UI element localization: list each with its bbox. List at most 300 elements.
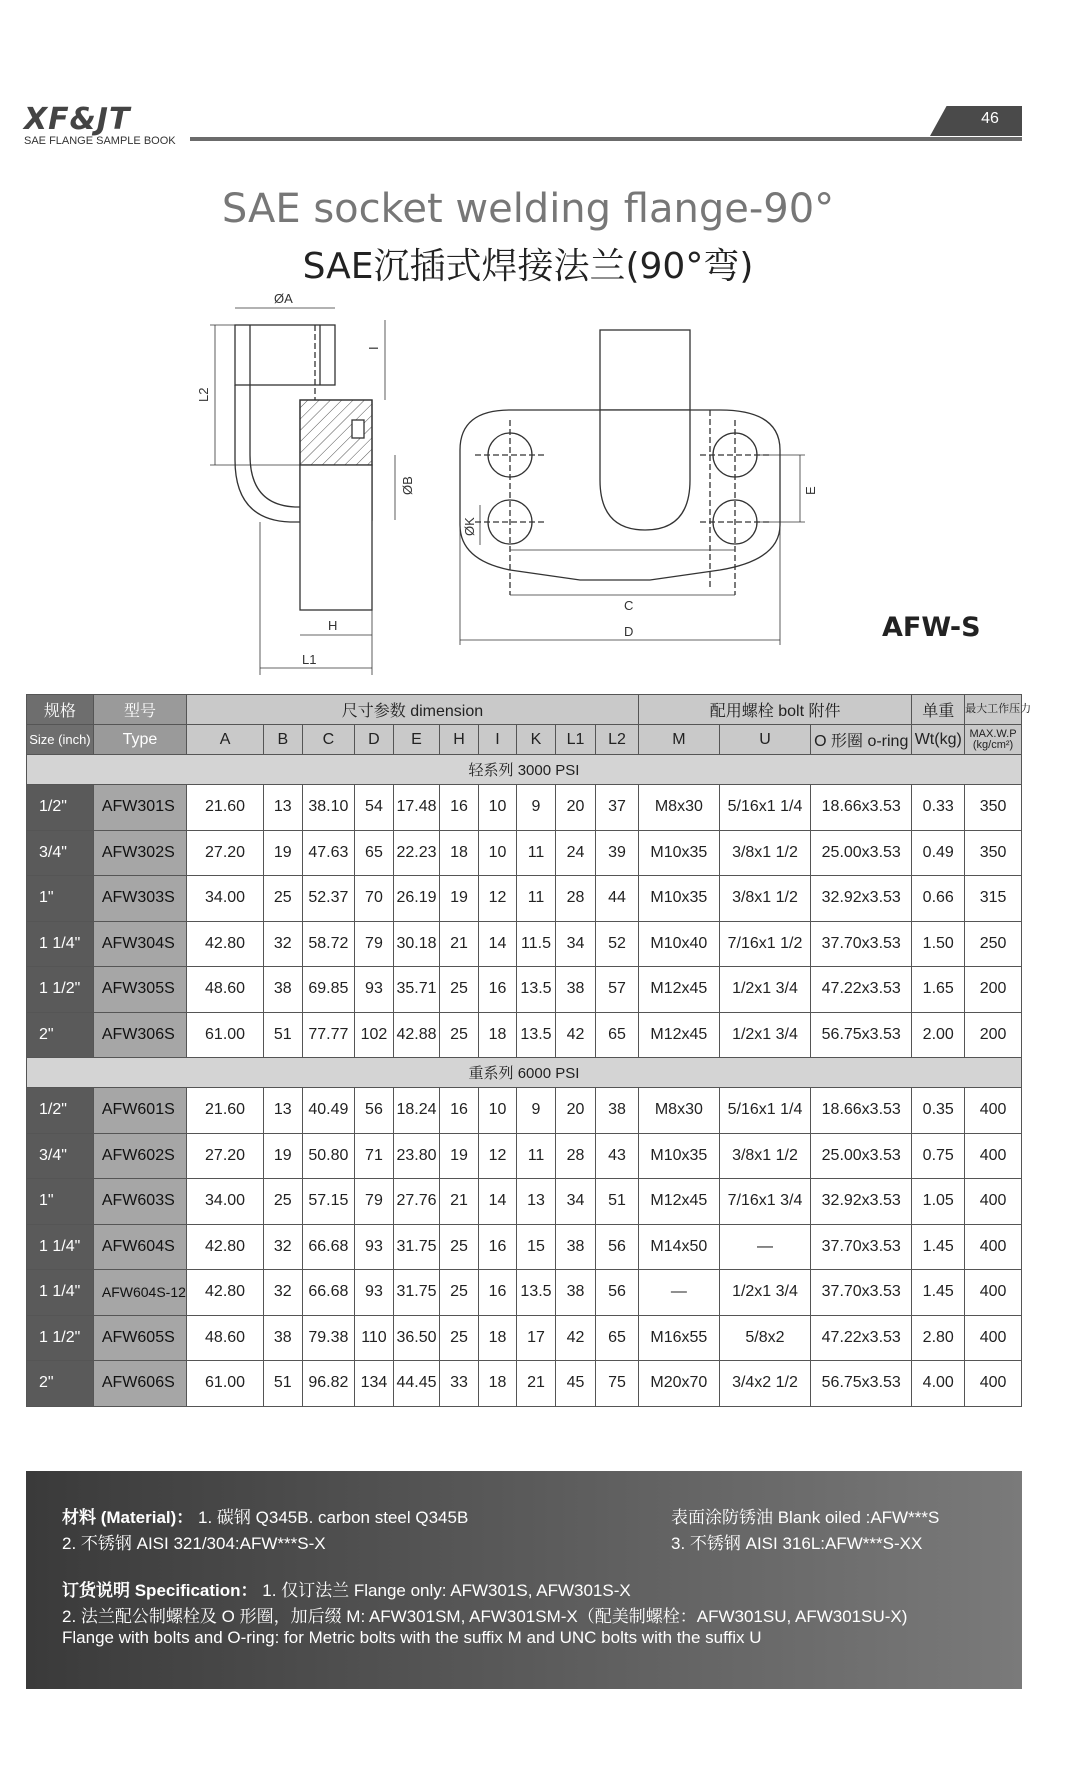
value-cell: 48.60 [187,967,264,1013]
value-cell: 24 [555,830,596,876]
size-cell: 1 1/4" [27,1270,94,1316]
value-cell: 1.50 [912,921,965,967]
col-header: E [393,725,440,755]
value-cell: M8x30 [638,785,719,831]
value-cell: M8x30 [638,1088,719,1134]
value-cell: 39 [596,830,639,876]
label-k: ØK [462,517,477,536]
value-cell: 65 [596,1315,639,1361]
value-cell: 25.00x3.53 [811,830,912,876]
value-cell: 48.60 [187,1315,264,1361]
value-cell: 47.63 [302,830,355,876]
type-cell: AFW606S [93,1361,186,1407]
size-cell: 2" [27,1012,94,1058]
value-cell: 5/8x2 [719,1315,810,1361]
value-cell: 25 [440,1224,478,1270]
value-cell: 19 [264,1133,302,1179]
value-cell: 43 [596,1133,639,1179]
series-heavy-row [27,1058,1022,1088]
value-cell: 54 [355,785,393,831]
value-cell: 65 [355,830,393,876]
value-cell: 34.00 [187,876,264,922]
value-cell: 33 [440,1361,478,1407]
type-cell: AFW603S [93,1179,186,1225]
value-cell: M10x35 [638,830,719,876]
value-cell: 52.37 [302,876,355,922]
value-cell: 15 [517,1224,555,1270]
value-cell: 30.18 [393,921,440,967]
col-dimension: 尺寸参数 dimension [187,695,639,725]
value-cell: 93 [355,1270,393,1316]
value-cell: 7/16x1 3/4 [719,1179,810,1225]
value-cell: 3/8x1 1/2 [719,1133,810,1179]
value-cell: M14x50 [638,1224,719,1270]
value-cell: 37.70x3.53 [811,921,912,967]
value-cell: 7/16x1 1/2 [719,921,810,967]
spec-line-1 [62,1576,631,1601]
value-cell: 11.5 [517,921,555,967]
value-cell: 47.22x3.53 [811,967,912,1013]
col-pressure-cn: 最大工作压力 [965,695,1022,725]
value-cell: 96.82 [302,1361,355,1407]
value-cell: 110 [355,1315,393,1361]
value-cell: 66.68 [302,1270,355,1316]
size-cell: 2" [27,1361,94,1407]
value-cell: 11 [517,876,555,922]
value-cell: 13 [264,785,302,831]
value-cell: 58.72 [302,921,355,967]
value-cell: 21.60 [187,785,264,831]
value-cell: 18 [478,1361,516,1407]
value-cell: 35.71 [393,967,440,1013]
value-cell: 9 [517,1088,555,1134]
value-cell: 5/16x1 1/4 [719,785,810,831]
spec-2: 2. 法兰配公制螺栓及 O 形圈，加后缀 M: AFW301SM, AFW301SM-X（配美制螺栓：AFW301SU, AFW301SU-X) [62,1607,908,1626]
value-cell: 1.05 [912,1179,965,1225]
type-cell: AFW304S [93,921,186,967]
size-cell: 1" [27,876,94,922]
value-cell: 18.66x3.53 [811,1088,912,1134]
value-cell: 56.75x3.53 [811,1012,912,1058]
value-cell: 56.75x3.53 [811,1361,912,1407]
value-cell: 1.45 [912,1224,965,1270]
material-3: 3. 不锈钢 AISI 316L:AFW***S-XX [671,1534,923,1553]
value-cell: 350 [965,785,1022,831]
value-cell: 36.50 [393,1315,440,1361]
value-cell: 21 [440,921,478,967]
value-cell: 51 [596,1179,639,1225]
value-cell: 12 [478,876,516,922]
material-line-1 [62,1503,468,1528]
label-l1: L1 [302,652,317,667]
value-cell: 0.66 [912,876,965,922]
type-cell: AFW602S [93,1133,186,1179]
table-row [27,1012,1022,1058]
value-cell: 400 [965,1179,1022,1225]
value-cell: 42.80 [187,1270,264,1316]
size-cell: 1/2" [27,1088,94,1134]
value-cell: 31.75 [393,1270,440,1316]
size-cell: 1 1/2" [27,967,94,1013]
value-cell: 400 [965,1270,1022,1316]
value-cell: 11 [517,830,555,876]
value-cell: 61.00 [187,1012,264,1058]
value-cell: 70 [355,876,393,922]
value-cell: 37.70x3.53 [811,1270,912,1316]
value-cell: 34 [555,1179,596,1225]
value-cell: 44.45 [393,1361,440,1407]
col-header: C [302,725,355,755]
value-cell: 34.00 [187,1179,264,1225]
value-cell: 16 [478,1270,516,1316]
col-header: U [719,725,810,755]
value-cell: 400 [965,1315,1022,1361]
value-cell: 4.00 [912,1361,965,1407]
label-i: I [366,346,381,350]
value-cell: 18 [440,830,478,876]
col-header: O 形圈 o-ring [811,725,912,755]
value-cell: 18.66x3.53 [811,785,912,831]
value-cell: 0.49 [912,830,965,876]
page-title-english: SAE socket welding flange-90° [221,186,835,232]
value-cell: 32 [264,1270,302,1316]
value-cell: 45 [555,1361,596,1407]
value-cell: M10x35 [638,876,719,922]
value-cell: 34 [555,921,596,967]
value-cell: 56 [596,1270,639,1316]
value-cell: 23.80 [393,1133,440,1179]
label-e: E [803,486,818,495]
pressure-unit-1: MAX.W.P [969,727,1017,740]
value-cell: 37.70x3.53 [811,1224,912,1270]
col-header: I [478,725,516,755]
value-cell: M10x40 [638,921,719,967]
value-cell: M12x45 [638,967,719,1013]
value-cell: 25 [440,967,478,1013]
col-size: Size (inch) [27,725,94,755]
value-cell: 400 [965,1361,1022,1407]
table-row [27,1270,1022,1316]
value-cell: 9 [517,785,555,831]
value-cell: 38 [264,967,302,1013]
value-cell: 134 [355,1361,393,1407]
value-cell: 20 [555,1088,596,1134]
size-cell: 1" [27,1179,94,1225]
table-row [27,1179,1022,1225]
value-cell: 42.80 [187,1224,264,1270]
type-cell: AFW302S [93,830,186,876]
value-cell: 38 [596,1088,639,1134]
size-cell: 3/4" [27,1133,94,1179]
brand-subtitle: SAE FLANGE SAMPLE BOOK [24,135,176,147]
col-bolt: 配用螺栓 bolt 附件 [638,695,912,725]
value-cell: 14 [478,1179,516,1225]
value-cell: 93 [355,1224,393,1270]
series-heavy: 重系列 6000 PSI [27,1058,1022,1088]
label-a: ØA [274,291,293,306]
value-cell: 3/8x1 1/2 [719,876,810,922]
type-cell: AFW301S [93,785,186,831]
value-cell: 42.80 [187,921,264,967]
value-cell: 38.10 [302,785,355,831]
value-cell: 1/2x1 3/4 [719,1270,810,1316]
value-cell: 69.85 [302,967,355,1013]
value-cell: 61.00 [187,1361,264,1407]
spec-footer [26,1471,1022,1689]
series-light-row [27,755,1022,785]
table-row [27,876,1022,922]
col-header: M [638,725,719,755]
value-cell: 2.00 [912,1012,965,1058]
value-cell: 52 [596,921,639,967]
value-cell: 26.19 [393,876,440,922]
pressure-unit-2: (kg/cm²) [972,738,1014,751]
value-cell: 25 [440,1012,478,1058]
label-b: ØB [400,476,415,495]
value-cell: 38 [555,967,596,1013]
col-type-cn: 型号 [93,695,186,725]
label-c: C [624,598,634,613]
col-header: A [187,725,264,755]
value-cell: 21 [440,1179,478,1225]
size-cell: 1 1/4" [27,921,94,967]
table-row [27,785,1022,831]
value-cell: 250 [965,921,1022,967]
value-cell: 22.23 [393,830,440,876]
value-cell: 0.33 [912,785,965,831]
value-cell: 38 [555,1270,596,1316]
value-cell: 14 [478,921,516,967]
label-d: D [624,624,634,639]
value-cell: 27.76 [393,1179,440,1225]
type-cell: AFW604S-12 [93,1270,186,1316]
value-cell: 1/2x1 3/4 [719,1012,810,1058]
value-cell: 28 [555,876,596,922]
col-header: D [355,725,393,755]
value-cell: 1.65 [912,967,965,1013]
value-cell: 18 [478,1012,516,1058]
value-cell: 400 [965,1133,1022,1179]
value-cell: 17.48 [393,785,440,831]
brand-logo: XF&JT [24,102,131,137]
value-cell: 13.5 [517,967,555,1013]
table-row [27,1224,1022,1270]
type-cell: AFW303S [93,876,186,922]
series-light: 轻系列 3000 PSI [27,755,1022,785]
value-cell: 3/4x2 1/2 [719,1361,810,1407]
value-cell: M10x35 [638,1133,719,1179]
value-cell: 19 [440,1133,478,1179]
value-cell: 3/8x1 1/2 [719,830,810,876]
value-cell: 32 [264,921,302,967]
value-cell: 102 [355,1012,393,1058]
value-cell: 32.92x3.53 [811,876,912,922]
value-cell: 21.60 [187,1088,264,1134]
value-cell: 32 [264,1224,302,1270]
spec-label: 订货说明 Specification： [62,1581,258,1600]
value-cell: 40.49 [302,1088,355,1134]
label-h: H [328,618,338,633]
value-cell: 13 [517,1179,555,1225]
value-cell: 18.24 [393,1088,440,1134]
spec-1: 1. 仅订法兰 Flange only: AFW301S, AFW301S-X [257,1581,631,1600]
value-cell: 25 [264,876,302,922]
value-cell: 13.5 [517,1270,555,1316]
value-cell: 13 [264,1088,302,1134]
material-label: 材料 (Material)： [62,1508,194,1527]
value-cell: 77.77 [302,1012,355,1058]
value-cell: 25 [440,1270,478,1316]
header-rule [190,137,1022,141]
value-cell: 25 [440,1315,478,1361]
value-cell: 5/16x1 1/4 [719,1088,810,1134]
value-cell: 71 [355,1133,393,1179]
col-type: Type [93,725,186,755]
value-cell: 200 [965,967,1022,1013]
value-cell: 19 [264,830,302,876]
value-cell: 32.92x3.53 [811,1179,912,1225]
table-row [27,1088,1022,1134]
value-cell: 42.88 [393,1012,440,1058]
value-cell: 79 [355,1179,393,1225]
spec-3: Flange with bolts and O-ring: for Metric bolts with the suffix M and UNC bolts with the suffix U [62,1628,762,1647]
table-row [27,921,1022,967]
value-cell: 350 [965,830,1022,876]
value-cell: 27.20 [187,830,264,876]
header-row-1 [27,695,1022,725]
value-cell: 16 [478,967,516,1013]
value-cell: 51 [264,1361,302,1407]
page-title-chinese: SAE沉插式焊接法兰(90°弯) [302,246,754,287]
value-cell: 16 [440,785,478,831]
value-cell: 11 [517,1133,555,1179]
value-cell: 12 [478,1133,516,1179]
value-cell: 57 [596,967,639,1013]
value-cell: 10 [478,1088,516,1134]
side-view [210,308,395,675]
surface-treatment: 表面涂防锈油 Blank oiled :AFW***S [671,1508,940,1527]
table-row [27,1361,1022,1407]
value-cell: 25 [264,1179,302,1225]
col-header: H [440,725,478,755]
value-cell: 56 [596,1224,639,1270]
spec-table [26,694,1032,1407]
col-header: B [264,725,302,755]
light-series-body [27,785,1022,1058]
value-cell: 16 [478,1224,516,1270]
type-cell: AFW604S [93,1224,186,1270]
table-row [27,1133,1022,1179]
value-cell: 200 [965,1012,1022,1058]
value-cell: 1.45 [912,1270,965,1316]
type-cell: AFW605S [93,1315,186,1361]
value-cell: 44 [596,876,639,922]
value-cell: 10 [478,785,516,831]
type-cell: AFW305S [93,967,186,1013]
col-header: L2 [596,725,639,755]
value-cell: 51 [264,1012,302,1058]
table-row [27,967,1022,1013]
value-cell: 10 [478,830,516,876]
value-cell: — [638,1270,719,1316]
value-cell: 79.38 [302,1315,355,1361]
value-cell: 1/2x1 3/4 [719,967,810,1013]
col-pressure [965,725,1022,755]
value-cell: 13.5 [517,1012,555,1058]
value-cell: 57.15 [302,1179,355,1225]
value-cell: M16x55 [638,1315,719,1361]
value-cell: 2.80 [912,1315,965,1361]
value-cell: 66.68 [302,1224,355,1270]
material-1: 1. 碳钢 Q345B. carbon steel Q345B [193,1508,469,1527]
type-cell: AFW306S [93,1012,186,1058]
col-header: L1 [555,725,596,755]
table-row [27,1315,1022,1361]
value-cell: 65 [596,1012,639,1058]
value-cell: 56 [355,1088,393,1134]
value-cell: 93 [355,967,393,1013]
size-cell: 1/2" [27,785,94,831]
col-weight-cn: 单重 [912,695,965,725]
value-cell: 400 [965,1224,1022,1270]
value-cell: 0.35 [912,1088,965,1134]
value-cell: — [719,1224,810,1270]
value-cell: 42 [555,1315,596,1361]
col-header: K [517,725,555,755]
value-cell: 79 [355,921,393,967]
technical-drawing [180,290,820,690]
value-cell: 19 [440,876,478,922]
value-cell: 0.75 [912,1133,965,1179]
value-cell: 16 [440,1088,478,1134]
col-size-cn: 规格 [27,695,94,725]
value-cell: 20 [555,785,596,831]
value-cell: 18 [478,1315,516,1361]
page-number: 46 [981,110,999,127]
value-cell: 21 [517,1361,555,1407]
label-l2: L2 [196,387,211,402]
value-cell: 75 [596,1361,639,1407]
value-cell: 17 [517,1315,555,1361]
size-cell: 1 1/4" [27,1224,94,1270]
value-cell: 37 [596,785,639,831]
value-cell: 38 [264,1315,302,1361]
heavy-series-body [27,1088,1022,1407]
value-cell: 400 [965,1088,1022,1134]
value-cell: 47.22x3.53 [811,1315,912,1361]
value-cell: 42 [555,1012,596,1058]
value-cell: M12x45 [638,1179,719,1225]
value-cell: 27.20 [187,1133,264,1179]
value-cell: 31.75 [393,1224,440,1270]
value-cell: M20x70 [638,1361,719,1407]
size-cell: 3/4" [27,830,94,876]
value-cell: 38 [555,1224,596,1270]
type-cell: AFW601S [93,1088,186,1134]
value-cell: 50.80 [302,1133,355,1179]
value-cell: M12x45 [638,1012,719,1058]
value-cell: 315 [965,876,1022,922]
material-2: 2. 不锈钢 AISI 321/304:AFW***S-X [62,1534,326,1553]
size-cell: 1 1/2" [27,1315,94,1361]
header-row-2 [27,725,1022,755]
value-cell: 28 [555,1133,596,1179]
page-header [0,0,1080,150]
table-row [27,830,1022,876]
value-cell: 25.00x3.53 [811,1133,912,1179]
model-code: AFW-S [882,612,981,643]
col-header: Wt(kg) [912,725,965,755]
